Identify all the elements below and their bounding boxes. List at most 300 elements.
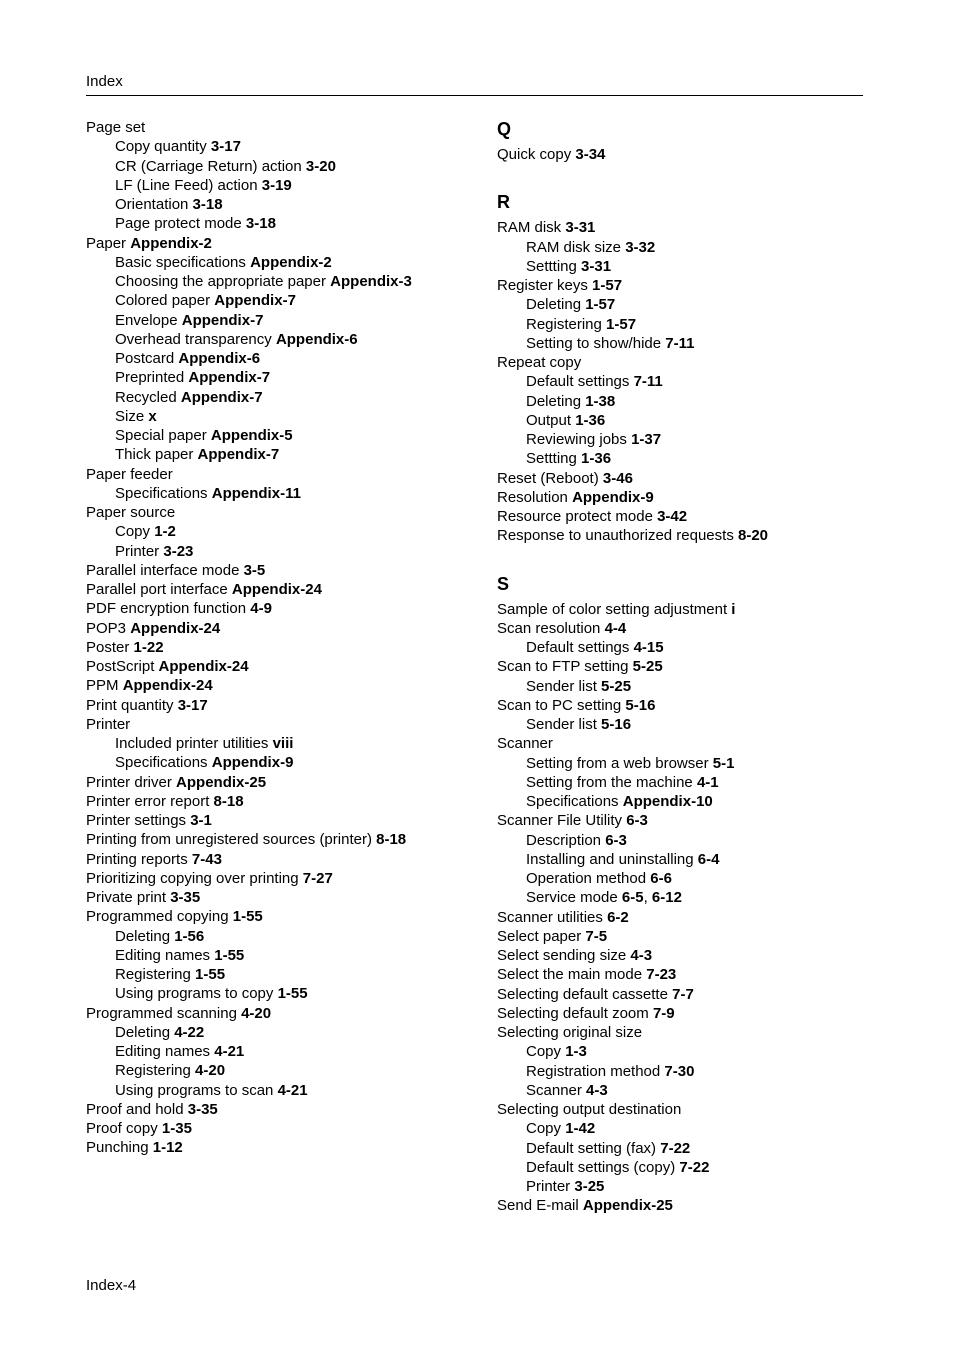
index-subentry bbox=[86, 484, 481, 503]
index-term: Deleting bbox=[526, 296, 582, 314]
page-reference: Appendix-2 bbox=[250, 253, 332, 271]
index-term: Editing names bbox=[115, 946, 211, 964]
page-reference: 1-55 bbox=[195, 966, 226, 983]
page-reference: 7-43 bbox=[191, 850, 222, 868]
index-term: Poster bbox=[86, 638, 130, 656]
index-entry bbox=[86, 1004, 481, 1023]
page-reference: Appendix-5 bbox=[210, 427, 293, 444]
page-reference: 4-20 bbox=[241, 1004, 272, 1022]
index-term: Sample of color setting adjustment bbox=[497, 600, 728, 618]
index-subentry bbox=[497, 449, 863, 468]
index-entry bbox=[497, 600, 863, 619]
index-entry bbox=[497, 1004, 863, 1023]
index-term: Select the main mode bbox=[497, 966, 643, 984]
index-subentry bbox=[497, 238, 863, 257]
page-reference: 3-25 bbox=[574, 1178, 605, 1195]
page-reference: 4-15 bbox=[633, 639, 664, 656]
index-term: Editing names bbox=[115, 1043, 211, 1060]
index-subentry: Service mode 6-5, 6-12 bbox=[526, 889, 682, 907]
index-term: Registering bbox=[115, 1062, 191, 1080]
index-subentry bbox=[86, 1023, 481, 1042]
index-subentry bbox=[86, 407, 481, 426]
index-term: Default setting (fax) bbox=[526, 1139, 657, 1157]
page-reference: 1-57 bbox=[606, 315, 637, 333]
index-term: Choosing the appropriate paper bbox=[115, 273, 326, 290]
page-reference: 1-36 bbox=[575, 411, 606, 429]
index-entry bbox=[86, 657, 481, 676]
index-entry bbox=[497, 734, 863, 753]
index-term: Send E-mail bbox=[497, 1197, 579, 1215]
index-subentry bbox=[86, 388, 481, 407]
page-reference: 4-1 bbox=[696, 773, 719, 791]
index-letter-heading: Q bbox=[497, 119, 512, 139]
index-term: Punching bbox=[86, 1139, 149, 1157]
index-term: Sender list bbox=[526, 677, 597, 695]
page-reference: 7-5 bbox=[585, 927, 608, 945]
index-entry bbox=[497, 469, 863, 488]
index-column-right bbox=[497, 118, 863, 1216]
index-term: Scanner bbox=[526, 1081, 582, 1099]
index-entry bbox=[497, 276, 863, 295]
page-reference: 7-7 bbox=[672, 985, 694, 1003]
page-number: Index-4 bbox=[86, 1277, 137, 1294]
index-subentry bbox=[497, 638, 863, 657]
page-reference: 7-23 bbox=[646, 966, 677, 984]
index-entry bbox=[497, 353, 863, 372]
page-reference: Appendix-25 bbox=[176, 773, 267, 791]
page-reference: x bbox=[148, 407, 157, 425]
index-entry bbox=[497, 657, 863, 676]
index-term: Overhead transparency bbox=[115, 330, 272, 348]
index-term: Scanner utilities bbox=[497, 908, 603, 926]
index-term: Settting bbox=[526, 257, 577, 275]
index-term: Scanner bbox=[497, 735, 553, 753]
index-entry bbox=[497, 811, 863, 830]
page-reference: Appendix-6 bbox=[178, 350, 261, 367]
index-term: CR (Carriage Return) action bbox=[115, 157, 302, 175]
page-reference: 7-27 bbox=[302, 869, 333, 887]
index-entry bbox=[497, 526, 863, 545]
index-term: Prioritizing copying over printing bbox=[86, 869, 299, 887]
index-term: Scanner File Utility bbox=[497, 812, 623, 830]
page-reference: 3-42 bbox=[657, 508, 688, 525]
index-term: Parallel port interface bbox=[86, 581, 228, 598]
index-term: Scan to PC setting bbox=[497, 696, 622, 714]
index-term: Specifications bbox=[115, 484, 208, 502]
index-subentry bbox=[86, 965, 481, 984]
page-reference: 1-35 bbox=[161, 1120, 192, 1137]
page-reference: 1-3 bbox=[565, 1043, 587, 1061]
page-footer bbox=[86, 1277, 136, 1294]
index-entry bbox=[497, 908, 863, 927]
index-term: Page protect mode bbox=[115, 215, 242, 233]
index-subentry bbox=[497, 392, 863, 411]
index-subentry bbox=[86, 1061, 481, 1080]
index-subentry bbox=[86, 426, 481, 445]
page-reference: 7-9 bbox=[652, 1004, 675, 1022]
index-term: Printer error report bbox=[86, 792, 210, 810]
index-term: Included printer utilities bbox=[115, 735, 269, 752]
index-entry bbox=[497, 985, 863, 1004]
page-reference: 3-20 bbox=[305, 157, 336, 175]
index-subentry bbox=[497, 1042, 863, 1061]
index-term: Deleting bbox=[115, 927, 171, 945]
index-term: Reviewing jobs bbox=[526, 431, 627, 448]
index-term: Selecting output destination bbox=[497, 1101, 682, 1118]
index-subentry bbox=[497, 715, 863, 734]
index-entry bbox=[86, 580, 481, 599]
index-subentry bbox=[86, 1081, 481, 1100]
page-reference: 5-16 bbox=[601, 716, 632, 733]
index-entry bbox=[86, 465, 481, 484]
index-subentry bbox=[86, 927, 481, 946]
index-entry bbox=[86, 715, 481, 734]
page-reference: Appendix-7 bbox=[181, 311, 264, 329]
index-subentry bbox=[86, 445, 481, 464]
index-subentry bbox=[497, 411, 863, 430]
page-reference: i bbox=[731, 600, 736, 618]
index-term: Printing reports bbox=[86, 850, 188, 868]
index-term: Proof copy bbox=[86, 1120, 158, 1137]
page-reference: 3-23 bbox=[163, 542, 194, 560]
page-reference: 8-18 bbox=[213, 792, 244, 810]
index-letter-heading: S bbox=[497, 573, 510, 594]
page-reference: 7-22 bbox=[660, 1139, 691, 1157]
index-entry bbox=[497, 488, 863, 507]
index-term: Proof and hold bbox=[86, 1100, 184, 1118]
page-reference: 7-11 bbox=[633, 373, 663, 391]
index-term: Using programs to scan bbox=[115, 1081, 274, 1099]
index-term: Setting from a web browser bbox=[526, 754, 709, 772]
page-reference: Appendix-24 bbox=[130, 619, 221, 637]
index-term: Printer bbox=[526, 1178, 571, 1195]
index-subentry bbox=[86, 291, 481, 310]
index-term: LF (Line Feed) action bbox=[115, 176, 258, 194]
page-reference: 1-56 bbox=[174, 927, 205, 945]
index-term: PDF encryption function bbox=[86, 600, 247, 618]
index-term: Selecting default zoom bbox=[497, 1004, 649, 1022]
index-subentry bbox=[497, 1158, 863, 1177]
index-entry bbox=[86, 1119, 481, 1138]
index-entry bbox=[86, 907, 481, 926]
index-term: Quick copy bbox=[497, 146, 572, 163]
page-reference: 8-18 bbox=[376, 831, 407, 849]
page-reference: 3-32 bbox=[625, 238, 656, 256]
index-entry bbox=[86, 638, 481, 657]
page-reference: 3-5 bbox=[243, 561, 266, 579]
index-term: Description bbox=[526, 831, 602, 849]
index-term: Settting bbox=[526, 450, 577, 468]
index-term: Default settings (copy) bbox=[526, 1158, 676, 1176]
page-reference: Appendix-2 bbox=[130, 234, 212, 252]
page-reference: 6-3 bbox=[626, 812, 648, 830]
page-reference: Appendix-3 bbox=[330, 273, 412, 290]
index-term: Scan resolution bbox=[497, 619, 601, 637]
index-entry bbox=[497, 145, 863, 164]
index-entry bbox=[86, 118, 481, 137]
index-term: Programmed copying bbox=[86, 908, 229, 926]
index-term: Selecting default cassette bbox=[497, 985, 668, 1003]
index-entry bbox=[497, 619, 863, 638]
page-reference: 3-1 bbox=[190, 812, 212, 829]
page-reference: 1-55 bbox=[277, 985, 308, 1003]
page-reference: 4-3 bbox=[630, 947, 653, 964]
index-term: Select paper bbox=[497, 927, 582, 945]
index-term: Deleting bbox=[526, 392, 582, 410]
index-entry bbox=[497, 696, 863, 715]
index-term: Resource protect mode bbox=[497, 508, 653, 525]
page-reference: 3-19 bbox=[261, 176, 292, 194]
page-reference: 6-12 bbox=[651, 889, 682, 907]
index-subentry bbox=[497, 372, 863, 391]
index-term: Setting from the machine bbox=[526, 773, 693, 791]
index-term: Preprinted bbox=[115, 369, 185, 387]
page-reference: 3-34 bbox=[575, 146, 606, 163]
page-reference: 6-4 bbox=[697, 850, 720, 868]
page-reference: 1-57 bbox=[585, 296, 616, 314]
page-reference: Appendix-7 bbox=[180, 388, 263, 406]
index-entry bbox=[86, 1138, 481, 1157]
index-entry bbox=[86, 773, 481, 792]
index-subentry bbox=[86, 349, 481, 368]
index-entry bbox=[86, 599, 481, 618]
page-reference: 4-22 bbox=[174, 1023, 205, 1041]
page-reference: 4-21 bbox=[214, 1043, 245, 1060]
index-subentry bbox=[497, 831, 863, 850]
index-term: Recycled bbox=[115, 388, 177, 406]
index-entry bbox=[86, 619, 481, 638]
index-subentry bbox=[86, 542, 481, 561]
index-subentry bbox=[86, 522, 481, 541]
index-subentry bbox=[497, 257, 863, 276]
index-term: Envelope bbox=[115, 311, 178, 329]
index-term: Parallel interface mode bbox=[86, 561, 240, 579]
index-subentry bbox=[86, 946, 481, 965]
page-reference: 4-21 bbox=[277, 1081, 308, 1099]
page-reference: 4-20 bbox=[195, 1062, 226, 1080]
page-reference: Appendix-24 bbox=[231, 581, 322, 598]
index-term: Postcard bbox=[115, 350, 175, 367]
page-reference: 1-12 bbox=[152, 1139, 183, 1157]
page-reference: 6-5 bbox=[621, 889, 644, 907]
index-subentry bbox=[86, 195, 481, 214]
index-term: Operation method bbox=[526, 870, 647, 887]
page-reference: 6-3 bbox=[605, 831, 627, 849]
index-entry bbox=[497, 965, 863, 984]
page-reference: 3-17 bbox=[210, 138, 241, 156]
index-subentry bbox=[497, 1062, 863, 1081]
page-reference: 1-55 bbox=[232, 908, 263, 926]
index-term: Registering bbox=[526, 315, 602, 333]
index-term: Copy bbox=[526, 1043, 562, 1061]
index-term: Size bbox=[115, 407, 145, 425]
index-term: Printer settings bbox=[86, 812, 187, 829]
index-entry bbox=[86, 888, 481, 907]
page-reference: 1-42 bbox=[565, 1120, 596, 1138]
page-reference: 5-25 bbox=[632, 658, 663, 676]
page-reference: 4-9 bbox=[250, 600, 272, 618]
index-term: Scan to FTP setting bbox=[497, 658, 629, 676]
index-subentry bbox=[497, 295, 863, 314]
index-term: Print quantity bbox=[86, 696, 174, 714]
index-entry bbox=[497, 1100, 863, 1119]
index-term: Resolution bbox=[497, 488, 568, 506]
index-subentry bbox=[497, 1177, 863, 1196]
index-term: RAM disk bbox=[497, 219, 562, 237]
index-term: Printer bbox=[86, 715, 131, 733]
index-subentry bbox=[497, 430, 863, 449]
index-subentry bbox=[497, 1081, 863, 1100]
index-term: POP3 bbox=[86, 619, 127, 637]
index-subentry bbox=[497, 869, 863, 888]
page-reference: 1-2 bbox=[154, 523, 176, 541]
index-term: Service mode bbox=[526, 889, 618, 907]
page-reference: Appendix-10 bbox=[622, 793, 713, 810]
index-term: Programmed scanning bbox=[86, 1004, 237, 1022]
page-reference: 5-16 bbox=[625, 696, 656, 714]
index-subentry bbox=[86, 311, 481, 330]
page-header bbox=[86, 73, 863, 96]
page-reference: Appendix-24 bbox=[122, 677, 213, 695]
index-term: Output bbox=[526, 411, 572, 429]
index-term: Registration method bbox=[526, 1062, 661, 1080]
index-subentry bbox=[86, 330, 481, 349]
index-column-left bbox=[86, 118, 481, 1158]
index-term: Private print bbox=[86, 889, 167, 906]
index-subentry bbox=[86, 272, 481, 291]
index-term: Using programs to copy bbox=[115, 985, 274, 1003]
index-term: Selecting original size bbox=[497, 1024, 643, 1041]
index-subentry bbox=[86, 368, 481, 387]
index-entry bbox=[497, 1196, 863, 1215]
page-reference: 5-1 bbox=[712, 754, 735, 772]
index-subentry bbox=[86, 176, 481, 195]
index-subentry bbox=[497, 1119, 863, 1138]
index-subentry bbox=[497, 773, 863, 792]
page-reference: 3-46 bbox=[602, 469, 633, 487]
index-subentry bbox=[86, 137, 481, 156]
page-reference: Appendix-7 bbox=[197, 446, 280, 464]
page-reference: 7-30 bbox=[664, 1062, 695, 1080]
page-reference: 1-37 bbox=[631, 431, 662, 448]
page-reference: Appendix-24 bbox=[158, 658, 249, 675]
index-entry bbox=[497, 946, 863, 965]
index-term: Thick paper bbox=[115, 446, 194, 464]
index-entry bbox=[86, 234, 481, 253]
page-reference: 8-20 bbox=[738, 527, 769, 545]
header-title: Index bbox=[86, 73, 123, 90]
page-reference: Appendix-6 bbox=[275, 330, 358, 348]
page-reference: 3-35 bbox=[187, 1100, 218, 1118]
index-subentry bbox=[497, 334, 863, 353]
index-term: Special paper bbox=[115, 427, 207, 444]
index-term: Orientation bbox=[115, 196, 189, 213]
index-term: Printer bbox=[115, 542, 160, 560]
index-subentry bbox=[497, 792, 863, 811]
index-term: Page set bbox=[86, 119, 146, 136]
index-term: Printing from unregistered sources (printer) bbox=[86, 831, 372, 849]
index-term: Copy bbox=[115, 523, 151, 541]
index-subentry bbox=[86, 734, 481, 753]
index-letter-heading: R bbox=[497, 192, 510, 213]
index-term: Response to unauthorized requests bbox=[497, 527, 734, 545]
page-reference: 4-3 bbox=[586, 1081, 608, 1099]
index-subentry bbox=[497, 677, 863, 696]
index-entry bbox=[86, 1100, 481, 1119]
index-term: Copy quantity bbox=[115, 138, 207, 156]
page-reference: 1-38 bbox=[585, 392, 616, 410]
index-term: Registering bbox=[115, 966, 191, 983]
index-subentry bbox=[497, 754, 863, 773]
index-entry bbox=[86, 830, 481, 849]
page-reference: Appendix-25 bbox=[582, 1197, 673, 1215]
index-term: Specifications bbox=[526, 793, 619, 810]
index-term: Paper bbox=[86, 234, 127, 252]
index-subentry bbox=[497, 315, 863, 334]
page-reference: 6-6 bbox=[650, 870, 672, 887]
index-entry bbox=[497, 927, 863, 946]
index-term: Paper feeder bbox=[86, 465, 173, 483]
page-reference: 1-57 bbox=[592, 277, 623, 294]
page-reference: 5-25 bbox=[601, 677, 632, 695]
index-term: Copy bbox=[526, 1120, 562, 1138]
index-term: Select sending size bbox=[497, 947, 627, 964]
index-entry bbox=[86, 850, 481, 869]
index-term: Default settings bbox=[526, 373, 630, 391]
page-reference: 1-22 bbox=[133, 638, 164, 656]
page-reference: 4-4 bbox=[604, 619, 627, 637]
index-term: RAM disk size bbox=[526, 238, 622, 256]
index-term: Reset (Reboot) bbox=[497, 469, 599, 487]
index-entry bbox=[86, 696, 481, 715]
index-subentry bbox=[86, 984, 481, 1003]
index-term: Register keys bbox=[497, 277, 588, 294]
index-entry bbox=[86, 503, 481, 522]
page-reference: 3-31 bbox=[565, 219, 596, 237]
index-term: Deleting bbox=[115, 1023, 171, 1041]
page-reference: Appendix-11 bbox=[211, 484, 301, 502]
index-entry bbox=[86, 792, 481, 811]
index-subentry bbox=[497, 850, 863, 869]
index-subentry bbox=[86, 753, 481, 772]
index-term: PostScript bbox=[86, 658, 155, 675]
index-term: Repeat copy bbox=[497, 354, 582, 371]
index-term: Installing and uninstalling bbox=[526, 850, 694, 868]
page-reference: 1-36 bbox=[581, 450, 612, 468]
page-reference: Appendix-7 bbox=[214, 292, 296, 310]
page-reference: 6-2 bbox=[607, 908, 629, 926]
index-term: Sender list bbox=[526, 716, 597, 733]
index-entry bbox=[86, 676, 481, 695]
index-subentry bbox=[497, 1139, 863, 1158]
index-entry bbox=[86, 811, 481, 830]
index-term: Paper source bbox=[86, 504, 176, 521]
index-term: Printer driver bbox=[86, 773, 172, 791]
index-entry bbox=[86, 561, 481, 580]
index-term: Setting to show/hide bbox=[526, 334, 662, 352]
page-reference: 3-17 bbox=[177, 696, 208, 714]
index-entry bbox=[497, 218, 863, 237]
page-reference: 3-18 bbox=[192, 196, 223, 213]
index-term: Colored paper bbox=[115, 292, 211, 310]
index-term: Basic specifications bbox=[115, 253, 246, 271]
page-reference: Appendix-9 bbox=[572, 488, 654, 506]
page-reference: 1-55 bbox=[214, 946, 245, 964]
page-reference: Appendix-9 bbox=[211, 754, 294, 772]
index-term: PPM bbox=[86, 677, 119, 695]
index-subentry bbox=[86, 214, 481, 233]
index-entry bbox=[497, 507, 863, 526]
